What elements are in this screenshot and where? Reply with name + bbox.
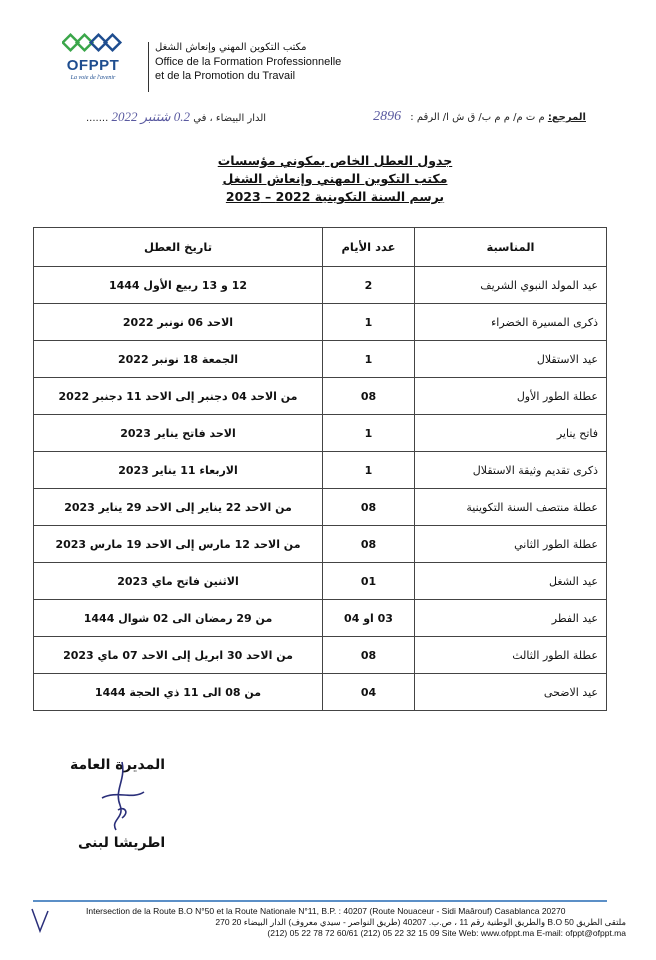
reference-code: م ت م/ م م ب/ ق ش ا/ الرقم :	[410, 112, 545, 123]
cell-occasion: عطلة الطور الثاني	[415, 526, 607, 563]
table-row	[34, 452, 607, 489]
cell-days: 04	[323, 674, 415, 711]
title-line-1: جدول العطل الخاص بمكوني مؤسسات	[217, 153, 453, 168]
cell-days: 1	[323, 304, 415, 341]
cell-days: 08	[323, 637, 415, 674]
cell-date: 12 و 13 ربيع الأول 1444	[34, 267, 323, 304]
title-line-3: برسم السنة التكوينية 2022 – 2023	[225, 189, 445, 204]
table-row	[34, 378, 607, 415]
table-row	[34, 489, 607, 526]
org-name-fr-1: Office de la Formation Professionnelle	[155, 56, 342, 68]
table-row	[34, 526, 607, 563]
header-divider	[148, 42, 149, 92]
cell-date: الاثنين فاتح ماي 2023	[34, 563, 323, 600]
logo-tagline: La voie de l'avenir	[70, 75, 116, 81]
header-occasion: المناسبة	[415, 228, 607, 267]
holidays-table	[33, 227, 607, 711]
table-row	[34, 341, 607, 378]
table-row	[34, 304, 607, 341]
handwritten-date: 0.2 شتنبر 2022	[111, 109, 191, 124]
cell-date: الاحد فاتح يناير 2023	[34, 415, 323, 452]
title-line-2: مكتب التكوين المهني وإنعاش الشغل	[222, 171, 448, 186]
cell-occasion: عيد الشغل	[415, 563, 607, 600]
table-row	[34, 563, 607, 600]
cell-occasion: عيد الاستقلال	[415, 341, 607, 378]
org-name-ar: مكتب التكوين المهني وإنعاش الشغل	[155, 42, 307, 53]
handwritten-signature	[92, 760, 152, 840]
org-name-block	[155, 41, 341, 83]
cell-occasion: عطلة الطور الأول	[415, 378, 607, 415]
cell-date: من الاحد 30 ابريل إلى الاحد 07 ماي 2023	[34, 637, 323, 674]
table-header-row	[34, 228, 607, 267]
table-row	[34, 637, 607, 674]
cell-days: 2	[323, 267, 415, 304]
cell-date: من الاحد 12 مارس إلى الاحد 19 مارس 2023	[34, 526, 323, 563]
place-date-label: الدار البيضاء ، في	[193, 113, 267, 124]
footer-divider	[33, 900, 607, 902]
cell-date: من الاحد 04 دجنبر إلى الاحد 11 دجنبر 2022	[34, 378, 323, 415]
reference-line	[86, 107, 586, 131]
org-name-fr-2: et de la Promotion du Travail	[155, 70, 296, 82]
signatory-title: المديرة العامة	[70, 757, 166, 773]
footer-address	[86, 906, 626, 939]
cell-occasion: ذكرى تقديم وثيقة الاستقلال	[415, 452, 607, 489]
table-row	[34, 600, 607, 637]
footer-line-ar: ملتقى الطريق B.O 50 والطريق الوطنية رقم 11 ، ص.ب. 40207 (طريق النواصر - سيدي معروف) الدار البيضاء 20 270	[215, 917, 626, 927]
ofppt-logo	[58, 30, 128, 81]
cell-occasion: عيد الفطر	[415, 600, 607, 637]
cell-occasion: عيد المولد النبوي الشريف	[415, 267, 607, 304]
table-row	[34, 415, 607, 452]
cell-days: 1	[323, 341, 415, 378]
handwritten-mark-icon	[28, 905, 52, 935]
header-days: عدد الأيام	[323, 228, 415, 267]
logo-emblem-icon	[62, 30, 124, 56]
reference-number: 2896	[373, 109, 402, 124]
cell-date: من الاحد 22 يناير إلى الاحد 29 يناير 2023	[34, 489, 323, 526]
cell-occasion: عطلة منتصف السنة التكوينية	[415, 489, 607, 526]
signatory-name: اطريشا لبنى	[78, 835, 166, 851]
cell-date: الجمعة 18 نونبر 2022	[34, 341, 323, 378]
document-title	[200, 152, 470, 206]
footer-line-fr: Intersection de la Route B.O N°50 et la Route Nationale N°11, B.P. : 40207 (Route Nouaceur - Sidi Maârouf) Casablanca 20270	[86, 906, 566, 916]
cell-date: من 29 رمضان الى 02 شوال 1444	[34, 600, 323, 637]
reference-label: المرجع:	[547, 112, 586, 123]
cell-occasion: فاتح يناير	[415, 415, 607, 452]
cell-days: 03 او 04	[323, 600, 415, 637]
cell-date: من 08 الى 11 ذي الحجة 1444	[34, 674, 323, 711]
cell-occasion: ذكرى المسيرة الخضراء	[415, 304, 607, 341]
cell-days: 01	[323, 563, 415, 600]
cell-days: 1	[323, 452, 415, 489]
header-date: تاريخ العطل	[34, 228, 323, 267]
footer-line-contact: (212) 05 22 78 72 60/61 (212) 05 22 32 15 09 Site Web: www.ofppt.ma E-mail: ofppt@ofppt.ma	[267, 928, 626, 938]
cell-occasion: عطلة الطور الثالث	[415, 637, 607, 674]
cell-date: الاحد 06 نونبر 2022	[34, 304, 323, 341]
cell-days: 08	[323, 489, 415, 526]
cell-date: الاربعاء 11 يناير 2023	[34, 452, 323, 489]
cell-days: 08	[323, 378, 415, 415]
cell-occasion: عيد الاضحى	[415, 674, 607, 711]
cell-days: 1	[323, 415, 415, 452]
cell-days: 08	[323, 526, 415, 563]
table-row	[34, 674, 607, 711]
place-date-block: الدار البيضاء ، في 0.2 شتنبر 2022 .......	[86, 109, 267, 124]
logo-text: OFPPT	[66, 57, 120, 74]
reference-block	[367, 109, 586, 125]
table-row	[34, 267, 607, 304]
